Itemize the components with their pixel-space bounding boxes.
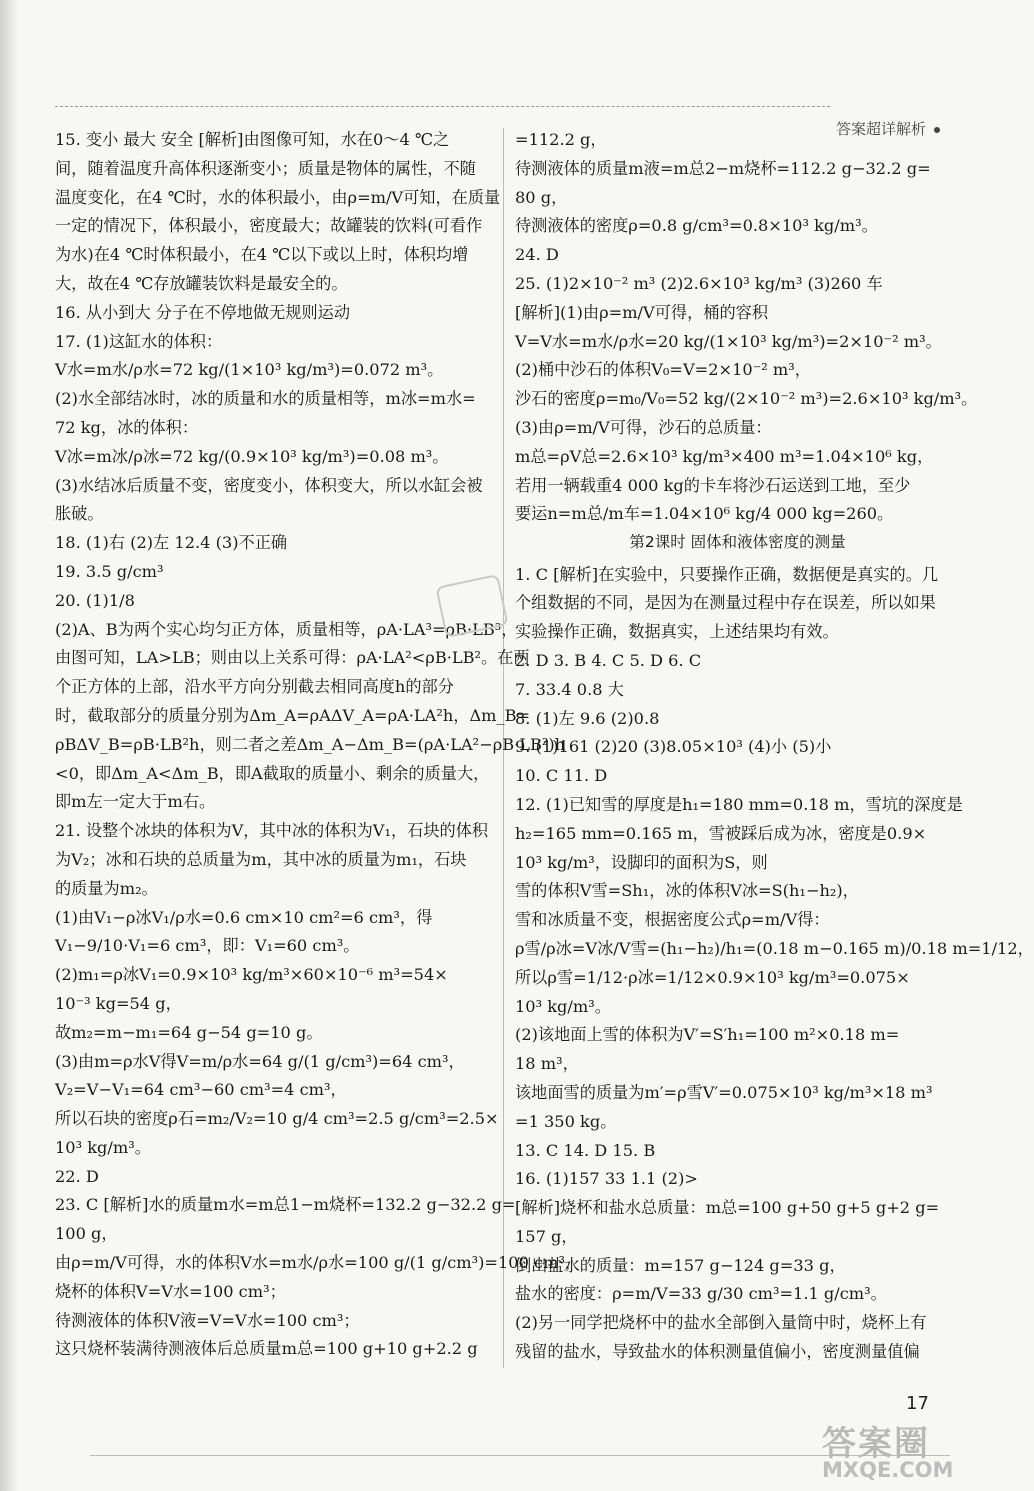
text-line: (2)水全部结冰时，冰的质量和水的质量相等，m冰=m水=	[55, 389, 476, 409]
text-line: 盐水的密度：ρ=m/V=33 g/30 cm³=1.1 g/cm³。	[515, 1284, 887, 1304]
text-line: 25. (1)2×10⁻² m³ (2)2.6×10³ kg/m³ (3)260 车	[515, 273, 883, 293]
text-line: 9. (1)161 (2)20 (3)8.05×10³ (4)小 (5)小	[515, 737, 832, 757]
text-line: 由ρ=m/V可得，水的体积V水=m水/ρ水=100 g/(1 g/cm³)=100 cm³，	[55, 1253, 582, 1273]
text-line: 10³ kg/m³。	[55, 1137, 151, 1157]
page-edge-shadow	[0, 0, 18, 1491]
text-line: 时，截取部分的质量分别为Δm_A=ρAΔV_A=ρA·LA²h，Δm_B=	[55, 705, 531, 725]
text-line: (3)水结冰后质量不变，密度变小，体积变大，所以水缸会被	[55, 475, 483, 495]
text-line: (3)由m=ρ水V得V=m/ρ水=64 g/(1 g/cm³)=64 cm³，	[55, 1051, 465, 1071]
text-line: 沙石的密度ρ=m₀/V₀=52 kg/(2×10⁻² m³)=2.6×10³ kg/m³。	[515, 389, 978, 409]
text-line: ρ雪/ρ冰=V冰/V雪=(h₁−h₂)/h₁=(0.18 m−0.165 m)/0.18 m=1/12，	[515, 938, 1034, 958]
text-line: 待测液体的质量m液=m总2−m烧杯=112.2 g−32.2 g=	[515, 158, 931, 178]
text-line: 所以石块的密度ρ石=m₂/V₂=10 g/4 cm³=2.5 g/cm³=2.5×	[55, 1109, 499, 1129]
text-line: 20. (1)1/8	[55, 590, 135, 610]
text-line: <0，即Δm_A<Δm_B，即A截取的质量小、剩余的质量大，	[55, 763, 490, 783]
watermark-logo: 答案圈	[822, 1424, 930, 1464]
section-title: 第2课时 固体和液体密度的测量	[629, 533, 846, 552]
watermark-site: MXQE.COM	[822, 1458, 954, 1482]
text-line: 所以ρ雪=1/12·ρ冰=1/12×0.9×10³ kg/m³=0.075×	[515, 967, 910, 987]
right-column	[515, 128, 1034, 1369]
text-line: V水=m水/ρ水=72 kg/(1×10³ kg/m³)=0.072 m³。	[55, 360, 444, 380]
text-line: (2)A、B为两个实心均匀正方体，质量相等，ρA·LA³=ρB·LB³，	[55, 619, 518, 639]
text-line: 15. 变小 最大 安全 [解析]由图像可知，水在0～4 ℃之	[55, 130, 450, 149]
text-line: 17. (1)这缸水的体积：	[55, 331, 223, 351]
text-line: (2)另一同学把烧杯中的盐水全部倒入量筒中时，烧杯上有	[515, 1313, 927, 1333]
text-line: 18. (1)右 (2)左 12.4 (3)不正确	[55, 533, 288, 553]
text-line: 2. D 3. B 4. C 5. D 6. C	[515, 650, 702, 670]
page-number: 17	[906, 1393, 929, 1414]
text-line: 80 g，	[515, 187, 568, 207]
footer-rule	[90, 1455, 950, 1456]
text-line: 22. D	[55, 1166, 99, 1186]
text-line: 雪的体积V雪=Sh₁，冰的体积V冰=S(h₁−h₂)，	[515, 881, 859, 901]
text-line: 胀破。	[55, 504, 104, 524]
text-line: =1 350 kg。	[515, 1111, 617, 1131]
text-line: V₁−9/10·V₁=6 cm³，即：V₁=60 cm³。	[55, 936, 360, 956]
text-line: 1. C [解析]在实验中，只要操作正确，数据便是真实的。几	[515, 564, 939, 584]
text-line: 为V₂；冰和石块的总质量为m，其中冰的质量为m₁，石块	[55, 849, 467, 869]
header-rule	[55, 106, 830, 107]
text-line: 要运n=m总/m车=1.04×10⁶ kg/4 000 kg=260。	[515, 504, 894, 524]
text-line: 该地面雪的质量为m′=ρ雪V′=0.075×10³ kg/m³×18 m³	[515, 1082, 933, 1102]
text-line: 由图可知，LA>LB；则由以上关系可得：ρA·LA²<ρB·LB²。在两	[55, 648, 530, 668]
text-line: 间，随着温度升高体积逐渐变小；质量是物体的属性，不随	[55, 158, 476, 178]
text-line: (3)由ρ=m/V可得，沙石的总质量：	[515, 417, 772, 437]
text-line: 10⁻³ kg=54 g，	[55, 993, 182, 1013]
text-line: 19. 3.5 g/cm³	[55, 561, 164, 581]
text-line: 烧杯的体积V=V水=100 cm³；	[55, 1281, 286, 1301]
text-line: 待测液体的体积V液=V=V水=100 cm³；	[55, 1310, 360, 1330]
text-line: 待测液体的密度ρ=0.8 g/cm³=0.8×10³ kg/m³。	[515, 216, 878, 236]
text-line: 的质量为m₂。	[55, 878, 158, 898]
text-line: 16. (1)157 33 1.1 (2)>	[515, 1169, 698, 1189]
text-line: 23. C [解析]水的质量m水=m总1−m烧杯=132.2 g−32.2 g=	[55, 1195, 516, 1215]
text-line: (2)桶中沙石的体积V₀=V=2×10⁻² m³，	[515, 360, 811, 380]
text-line: 倒出盐水的质量：m=157 g−124 g=33 g，	[515, 1255, 846, 1275]
text-line: ρBΔV_B=ρB·LB²h，则二者之差Δm_A−Δm_B=(ρA·LA²−ρB·LB²)h	[55, 734, 566, 754]
text-line: 实验操作正确，数据真实，上述结果均有效。	[515, 622, 839, 642]
text-line: 10³ kg/m³。	[515, 996, 611, 1016]
text-line: 一定的情况下，体积最小，密度最大；故罐装的饮料(可看作	[55, 216, 483, 236]
text-line: 雪和冰质量不变，根据密度公式ρ=m/V得：	[515, 910, 830, 930]
text-line: V₂=V−V₁=64 cm³−60 cm³=4 cm³，	[55, 1080, 347, 1100]
text-line: V冰=m冰/ρ冰=72 kg/(0.9×10³ kg/m³)=0.08 m³。	[55, 446, 449, 466]
text-line: V=V水=m水/ρ水=20 kg/(1×10³ kg/m³)=2×10⁻² m³。	[515, 331, 942, 351]
text-line: 8. (1)左 9.6 (2)0.8	[515, 708, 660, 728]
text-line: 7. 33.4 0.8 大	[515, 679, 624, 699]
text-line: 为水)在4 ℃时体积最小，在4 ℃以下或以上时，体积均增	[55, 245, 469, 265]
text-line: 大，故在4 ℃存放罐装饮料是最安全的。	[55, 273, 348, 293]
text-line: 若用一辆载重4 000 kg的卡车将沙石运送到工地，至少	[515, 475, 911, 495]
text-line: (2)m₁=ρ冰V₁=0.9×10³ kg/m³×60×10⁻⁶ m³=54×	[55, 965, 448, 985]
text-line: h₂=165 mm=0.165 m，雪被踩后成为冰，密度是0.9×	[515, 823, 927, 843]
text-line: 10³ kg/m³，设脚印的面积为S，则	[515, 852, 768, 872]
text-line: 即m左一定大于m右。	[55, 792, 216, 812]
running-header-title: 答案超详解析	[835, 120, 926, 138]
text-line: 个正方体的上部，沿水平方向分别截去相同高度h的部分	[55, 677, 454, 697]
text-line: m总=ρV总=2.6×10³ kg/m³×400 m³=1.04×10⁶ kg，	[515, 446, 934, 466]
text-line: [解析]烧杯和盐水总质量：m总=100 g+50 g+5 g+2 g=	[515, 1198, 940, 1218]
text-line: 这只烧杯装满待测液体后总质量m总=100 g+10 g+2.2 g	[55, 1339, 478, 1359]
text-line: 21. 设整个冰块的体积为V，其中冰的体积为V₁，石块的体积	[55, 821, 489, 841]
text-line: 18 m³，	[515, 1054, 579, 1074]
text-line: 10. C 11. D	[515, 766, 608, 786]
text-line: (1)由V₁−ρ冰V₁/ρ水=0.6 cm×10 cm²=6 cm³，得	[55, 907, 433, 927]
text-line: 残留的盐水，导致盐水的体积测量值偏小，密度测量值偏	[515, 1342, 920, 1362]
text-line: 157 g，	[515, 1226, 578, 1246]
text-line: 故m₂=m−m₁=64 g−54 g=10 g。	[55, 1022, 323, 1042]
text-line: 100 g，	[55, 1224, 118, 1244]
text-line: 72 kg，冰的体积：	[55, 417, 199, 437]
text-line: 13. C 14. D 15. B	[515, 1140, 656, 1160]
text-line: 温度变化，在4 ℃时，水的体积最小，由ρ=m/V可知，在质量	[55, 187, 501, 207]
text-line: (2)该地面上雪的体积为V′=S′h₁=100 m²×0.18 m=	[515, 1025, 900, 1045]
text-line: 16. 从小到大 分子在不停地做无规则运动	[55, 302, 351, 322]
text-line: [解析](1)由ρ=m/V可得，桶的容积	[515, 302, 769, 322]
text-line: =112.2 g，	[515, 130, 607, 149]
text-line: 个组数据的不同，是因为在测量过程中存在误差，所以如果	[515, 593, 936, 613]
text-line: 12. (1)已知雪的厚度是h₁=180 mm=0.18 m，雪坑的深度是	[515, 794, 963, 814]
text-line: 24. D	[515, 245, 559, 265]
